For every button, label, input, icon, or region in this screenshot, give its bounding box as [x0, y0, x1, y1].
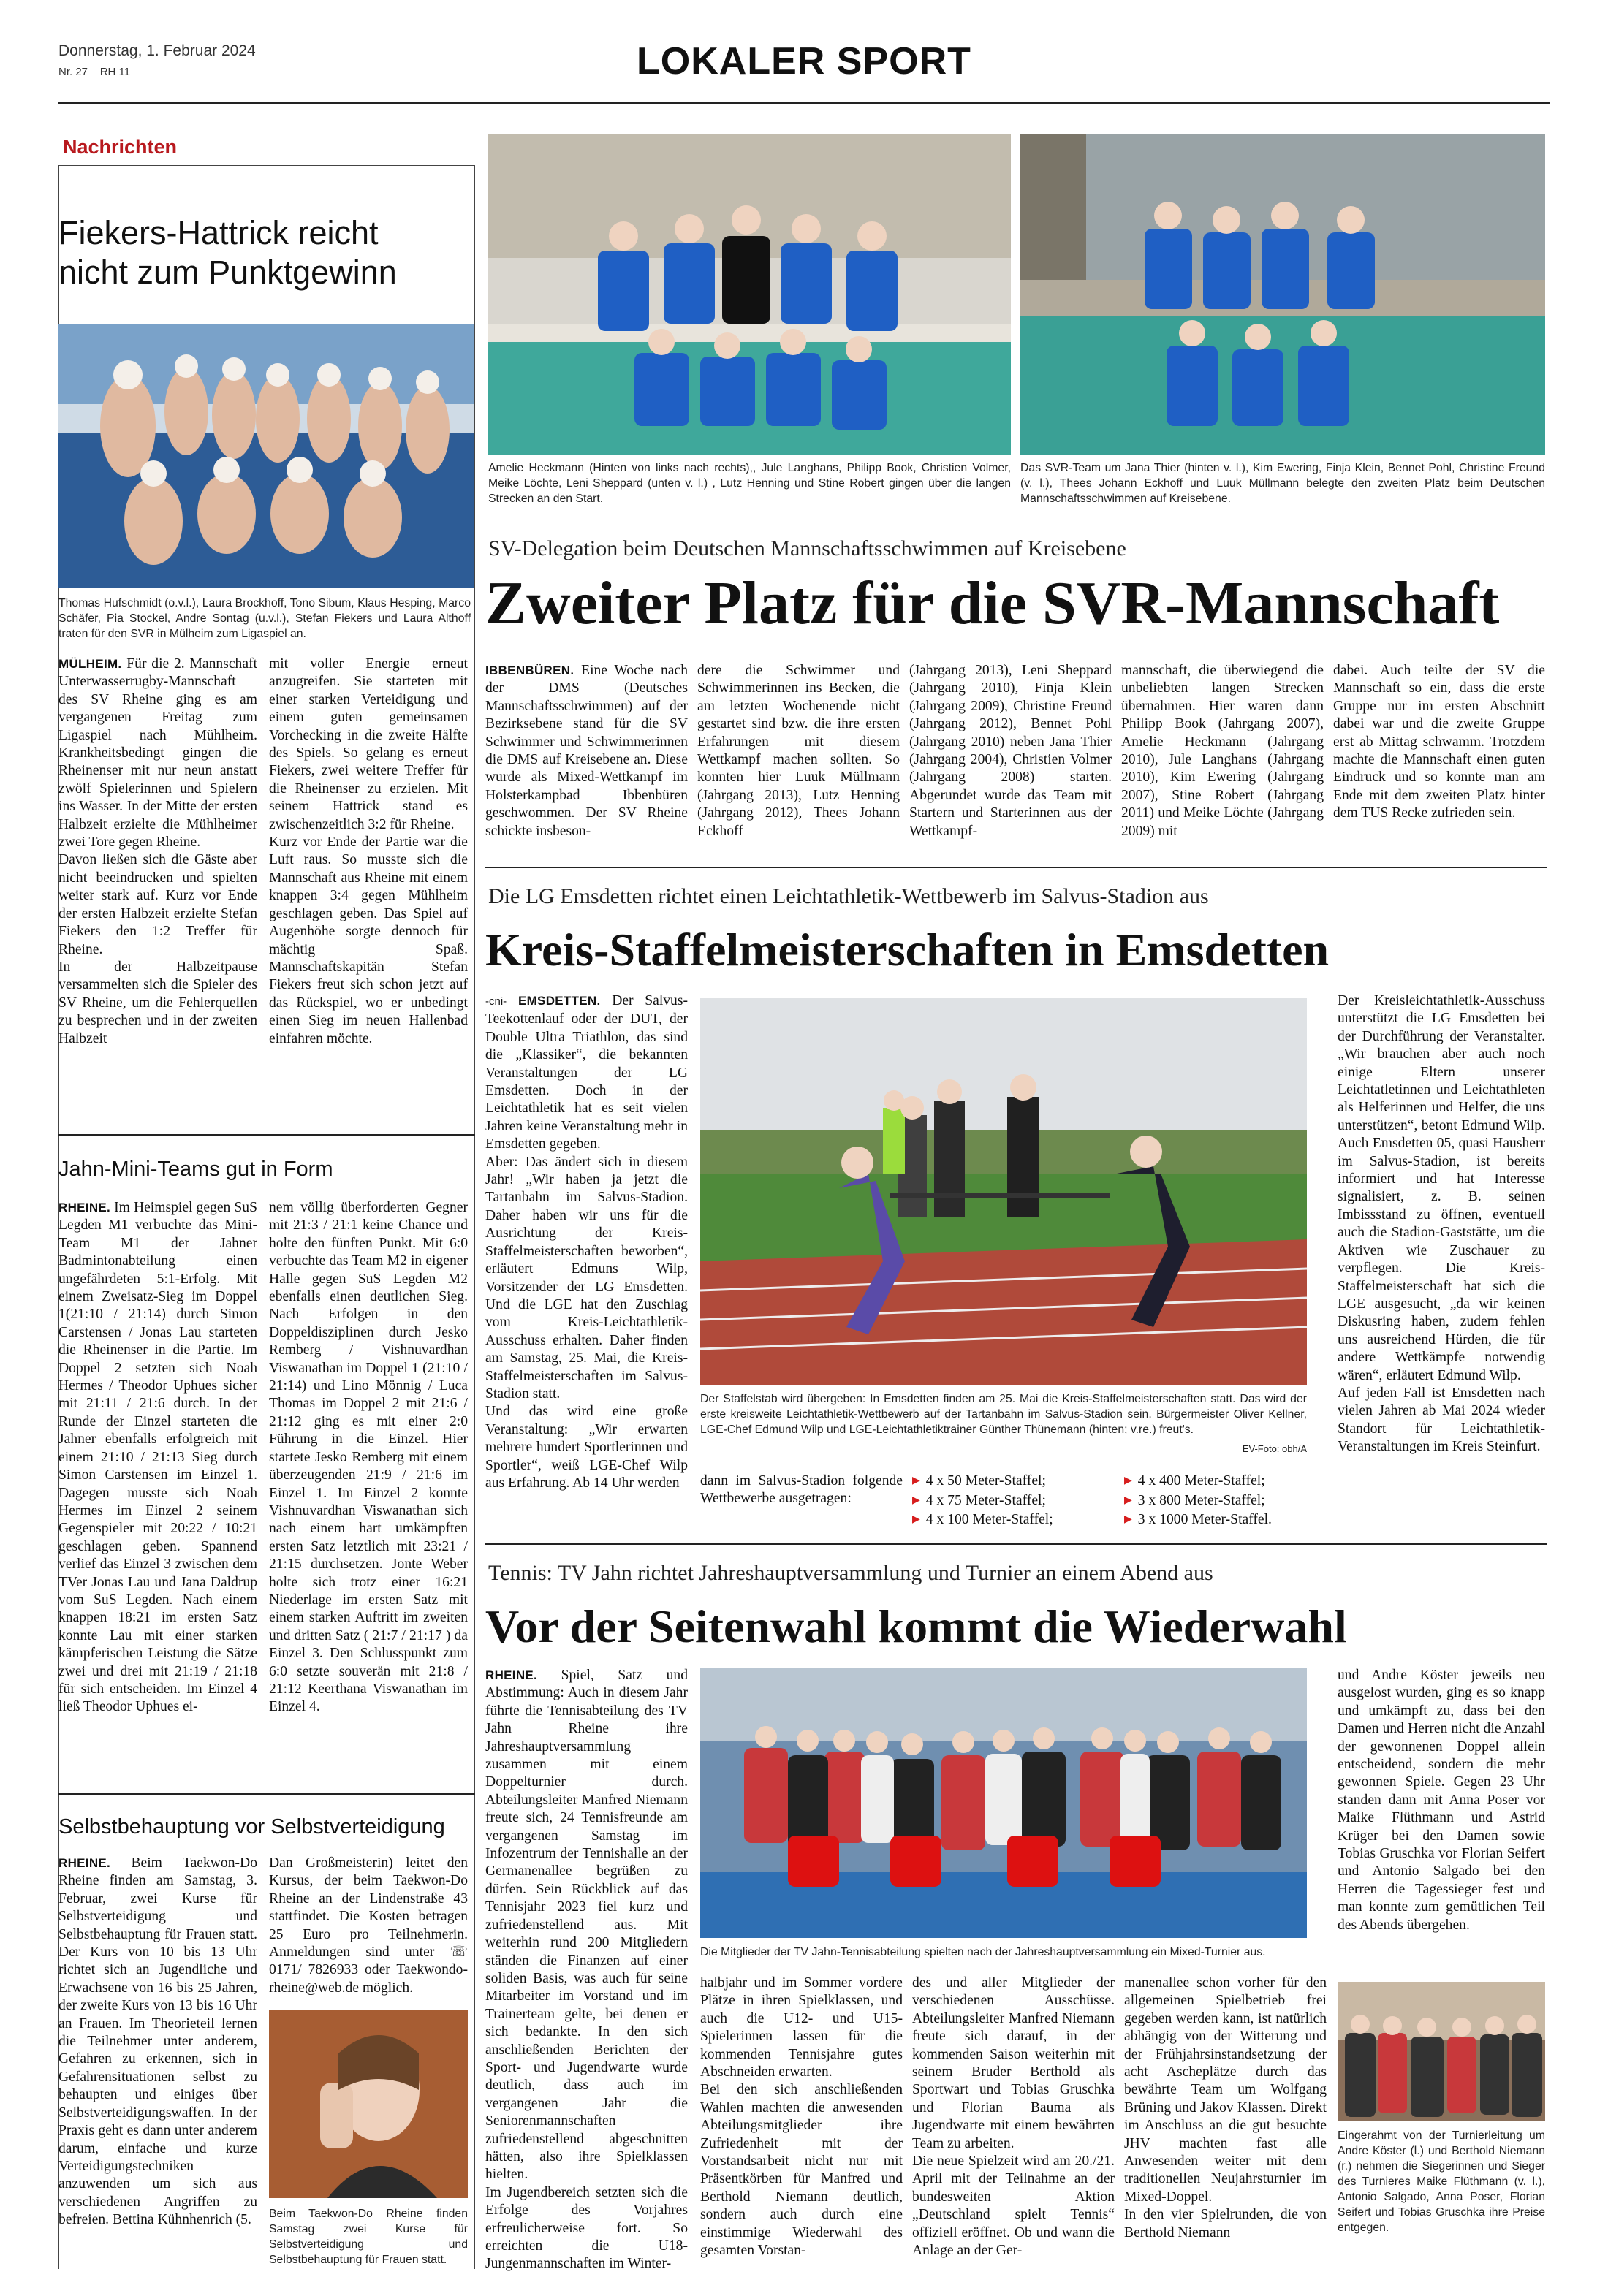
edition: RH 11: [99, 66, 131, 78]
svr-headline: Zweiter Platz für die SVR-Mannschaft: [485, 569, 1500, 637]
svr-text2: dere die Schwimmer und Schwimmerinnen ins Becken, die am letzten Wochenende nicht gestartet sind bzw. die ihre ersten Erfahrungen mit diesem Wettkampf machen sollten. So konnten hier Luuk Müllmann (Jahrgang 2013), Lutz Henning (Jahrgang 2012), Thees Johann Eckhoff: [697, 663, 900, 839]
tennis-headline: Vor der Seitenwahl kommt die Wiederwahl: [485, 1600, 1347, 1652]
svr-kicker: SV-Delegation beim Deutschen Mannschaftsschwimmen auf Kreisebene: [488, 536, 1126, 560]
a2-title: Jahn-Mini-Teams gut in Form: [58, 1157, 333, 1181]
lg-mid: dann im Salvus-Stadion folgende Wettbewerbe ausgetragen:: [700, 1473, 903, 1507]
lg-list2-item: ▶ 4 x 400 Meter-Staffel;: [1124, 1472, 1321, 1492]
rule-lg: [485, 1543, 1547, 1545]
a1-dateline: MÜLHEIM.: [58, 657, 122, 671]
lg-dateline: EMSDETTEN.: [507, 994, 601, 1008]
a1-caption: Thomas Hufschmidt (o.v.l.), Laura Brockhoff, Tono Sibum, Klaus Hesping, Marco Schäfer, Pia Stockel, Andre Sontag (u.v.l.), Stefan Fiekers und Laura Althoff traten für den SVR in Mülheim zum Ligaspiel an.: [58, 597, 471, 640]
tennis-col4: [1124, 1974, 1327, 2242]
lg-photo: [700, 998, 1307, 1385]
lg-pre: -cni-: [485, 995, 507, 1008]
a3-title: Selbstbehauptung vor Selbstverteidigung: [58, 1815, 445, 1839]
page-date: Donnerstag, 1. Februar 2024: [58, 42, 256, 59]
a1-title: Fiekers-Hattrick reicht nicht zum Punktgewinn: [58, 214, 397, 291]
a3-caption: Beim Taekwon-Do Rheine finden Samstag zwei Kurse für Selbstverteidigung und Selbstbehauptung für Frauen statt.: [269, 2208, 468, 2266]
tennis-text5: und Andre Köster jeweils neu ausgelost wurden, ging es so knapp und umkämpft zu, dass bei den Damen und Herren nicht die Anzahl der gewonnenen Doppel allein entscheidend, sondern die mehr gewonnen Spiele. Gegen 23 Uhr standen dann mit Anna Poser vor Maike Flüthmann und Astrid Krüger bei den Damen sowie Tobias Gruschka vor Florian Seifert und Antonio Salgado bei den Herren die Tagessieger fest und man konnte zum gemütlichen Teil des Abends übergehen.: [1338, 1668, 1545, 1933]
tennis-photo-2: [1338, 1982, 1545, 2121]
header-rule: [58, 102, 1550, 104]
a2-text2: nem völlig überforderten Gegner mit 21:3 / 21:1 keine Chance und holte den fünften Punkt. Mit 6:0 verbuchte das Team M2 in eigener Halle gegen SuS Legden M2 ebenfalls einen deutlichen Sieg. Nach Erfolgen in den Doppeldisziplinen durch Jesko Remberg / Vishnuvardhan Viswanathan im Doppel 1 (21:10 / 21:14) und Lino Mönnig / Luca Thomas im Doppel 2 mit 21:6 / 21:12 ging es mit einer 2:0 Führung in die Einzel. Hier startete Jesko Remberg mit einem überzeugenden 21:9 / 21:6 im Einzel 1. Im Einzel 2 konnte Vishnuvardhan Viswanathan sich nach einem hart umkämpften ersten Satz letztlich mit 23:21 / 21:15 durchsetzen. Jonte Weber holte sich trotz einer 16:21 Niederlage im ersten Satz mit einem starken Auftritt im zweiten und dritten Satz ( 21:7 / 21:17 ) da Einzel 3. Den Schlusspunkt zum 6:0 setzte souverän mit 21:8 / 21:12 Keerthana Viswanathan im Einzel 4.: [269, 1200, 468, 1715]
lg-list-2: [1124, 1472, 1321, 1531]
svr-caption-2: Das SVR-Team um Jana Thier (hinten v. l.), Kim Ewering, Finja Klein, Bennet Pohl, Christine Freund (v. l.), Thees Johann Eckhoff und Luuk Müllmann belegte den zweiten Platz beim Deutschen Mannschaftsschwimmen auf Kreisebene.: [1020, 462, 1545, 505]
tennis-text2b: Bei den sich anschließenden Wahlen machten die anwesenden Abteilungsmitglieder ihre Zufriedenheit mit der Vorstandsarbeit nicht nur mit Präsentkörben für Manfred und Berthold Niemann deutlich, sondern auch durch eine einstimmige Wiederwahl des gesamten Vorstan-: [700, 2082, 903, 2259]
tennis-caption-2: Eingerahmt von der Turnierleitung um Andre Köster (l.) und Berthold Niemann (r.) nehmen die Siegerinnen und Sieger des Turnieres Maike Flüthmann (v. l.), Antonio Salgado, Anna Poser, Florian Seifert und Tobias Gruschka ihre Preise entgegen.: [1338, 2129, 1545, 2234]
a1-col2: [269, 655, 468, 1048]
a1-text1b: Davon ließen sich die Gäste aber nicht beeindrucken und spielten weiter stark auf. Kurz vor Ende der ersten Halbzeit erzielte Stefan Fiekers den 1:2 Treffer für Rheine.: [58, 852, 257, 957]
a2-text1: Im Heimspiel gegen SuS Legden M1 verbuchte das Mini-Team M1 der Jahner Badmintonabteilung einen ungefährdeten 5:1-Erfolg. Mit einem Zweisatz-Sieg im Doppel 1(21:10 / 21:14) durch Simon Carstensen / Jonas Lau starteten die Rheinenser in die Partie. Im Doppel 2 setzten sich Noah Hermes / Theodor Uphues sicher mit 21:11 / 21:6 durch. In der Runde der Einzel starteten die Jahner ebenfalls erfolgreich mit einem 21:10 / 21:13 Sieg durch Simon Carstensen im Einzel 1. Dagegen musste sich Noah Hermes im Einzel 2 seinem Gegenspieler mit 20:22 / 10:21 geschlagen geben. Spannend verlief das Einzel 3 zwischen dem TVer Jonas Lau und Jana Daldrup vom SuS Legden. Nach einem knappen 18:21 im ersten Satz konnte Lau mit einer starken kämpferischen Leistung die Sätze zwei und drei mit 21:19 / 21:18 für sich entscheiden. Im Einzel 4 ließ Theodor Uphues ei-: [58, 1200, 257, 1715]
tennis-col3: [912, 1974, 1115, 2260]
lg-headline: Kreis-Staffelmeisterschaften in Emsdetten: [485, 924, 1330, 976]
tennis-caption: Die Mitglieder der TV Jahn-Tennisabteilung spielten nach der Jahreshauptversammlung ein Mixed-Turnier aus.: [700, 1946, 1266, 1958]
lg-text4b: Auf jeden Fall ist Emsdetten nach vielen Jahren ab Mai 2024 wieder Standort für Leichtathletik-Veranstaltungen im Kreis Steinfurt.: [1338, 1385, 1545, 1455]
lg-list1-item: ▶ 4 x 100 Meter-Staffel;: [912, 1511, 1110, 1531]
tennis-text1: Spiel, Satz und Abstimmung: Auch in diesem Jahr führte die Tennisabteilung des TV Jahn Rheine ihre Jahreshauptversammlung zusammen mit einem Doppelturnier durch. Abteilungsleiter Manfred Niemann freute sich, 24 Tennisfreunde am vergangenen Samstag im Infozentrum der Tennishalle an der Germanenallee begrüßen zu dürfen. Sein Rückblick auf das Tennisjahr 2023 fiel kurz und zufriedenstellend aus. Mit weiterhin rund 200 Mitgliedern ständen die Finanzen auf einer soliden Basis, was auch für seine Mitarbeiter im Vorstand und im Trainerteam gelte, bei denen er sich bedankte. In den sich anschließenden Berichten der Sport- und Jugendwarte wurde deutlich, dass auch im vergangenen Jahr die Seniorenmannschaften zufriedenstellend abgeschnitten hätten, also ihre Spielklassen hielten.: [485, 1668, 688, 2183]
a1-text2: mit voller Energie erneut anzugreifen. Sie starteten mit einer starken Verteidigung und einem guten gemeinsamen Vorchecking in die zweite Hälfte des Spiels. So gelang es erneut Fiekers, zwei weitere Treffer für die Rheinenser zu erzielen. Mit seinem Hattrick stand es zwischenzeitlich 3:2 für Rheine.: [269, 656, 468, 832]
lg-list2-item: ▶ 3 x 1000 Meter-Staffel.: [1124, 1511, 1321, 1531]
a3-text1: Beim Taekwon-Do Rheine finden am Samstag, 3. Februar, zwei Kurse für Selbstverteidigung und Selbstbehauptung für Frauen statt. Der Kurs von 10 bis 13 Uhr richtet sich an Jugendliche und Erwachsene von 16 bis 25 Jahren, der zweite Kurs von 13 bis 16 Uhr an Frauen. Im Theorieteil lernen die Teilnehmer unter anderem, Gefahren zu erkennen, sich in Gefahrensituationen selbst zu behaupten und einiges über Selbstverteidigungswaffen. In der Praxis geht es dann unter anderem darum, einfache und kurze Verteidigungstechniken anzuwenden um sich aus verschiedenen Angriffen zu befreien. Bettina Kühnhenrich (5.: [58, 1855, 257, 2228]
a2-col1: [58, 1199, 257, 1717]
tennis-col5: [1338, 1667, 1545, 1934]
svr-text1: Eine Woche nach der DMS (Deutsches Mannschaftsschwimmen) auf der Bezirksebene stand für die SV Schwimmer und Schwimmerinnen die DMS auf Kreisebene an. Diese wurde als Mixed-Wettkampf im Holsterkampbad Ibbenbüren geschwommen. Der SV Rheine schickte insbeson-: [485, 663, 688, 839]
tennis-col2: [700, 1974, 903, 2260]
tennis-col1: [485, 1667, 688, 2273]
lg-col1: [485, 992, 688, 1492]
lg-list1-item: ▶ 4 x 50 Meter-Staffel;: [912, 1472, 1110, 1492]
section-title: LOKALER SPORT: [637, 40, 971, 83]
lg-list-1: [912, 1472, 1110, 1531]
a2-col2: [269, 1199, 468, 1717]
a3-col1: [58, 1855, 257, 2230]
a1-photo: [58, 324, 474, 588]
issue: Nr. 27: [58, 66, 88, 78]
lg-text4: Der Kreisleichtathletik-Ausschuss unterstützt die LG Emsdetten bei der Durchführung der Veranstalter. „Wir brauchen aber auch noch einige Eltern unserer Leichtatletinnen und Leichtathleten als Helferinnen und Helfer, die uns unterstützen“, betont Edmund Wilp. Auch Emsdetten 05, quasi Hausherr im Salvus-Stadion, ist bereits informiert und hat Interesse signalisiert, z. B. seinen Imbissstand zu öffnen, eventuell auch die Stadion-Gaststätte, um die Aktiven wie Zuschauer zu verpflegen. Die Kreis-Staffelmeisterschaft hat sich die LGE ausgesucht, „da wir keinen Diskusring haben, zudem fehlen uns ausreichend Hürden, die für andere Wettkämpfe notwendig wären“, erläutert Edmund Wilp.: [1338, 993, 1545, 1383]
lg-list1-item: ▶ 4 x 75 Meter-Staffel;: [912, 1492, 1110, 1512]
tennis-text4b: In den vier Spielrunden, die von Berthold Niemann: [1124, 2207, 1327, 2240]
a3-photo: [269, 2010, 468, 2198]
svr-photo-2: [1020, 134, 1545, 455]
sidebar-rule-2: [58, 1793, 475, 1795]
svr-col4: [1121, 662, 1324, 840]
svr-photo-1: [488, 134, 1011, 455]
tennis-text3: des und aller Mitglieder der verschiedenen Ausschüsse. Abteilungsleiter Manfred Niemann freute sich darauf, in der kommenden Saison weiterhin mit seinem Bruder Berthold als Sportwart und Tobias Gruschka und Florian Bauma als Jugendwarte mit einem bewährten Team zu arbeiten.: [912, 1975, 1115, 2151]
a3-text2: Dan Großmeisterin) leitet den Kursus, der beim Taekwon-Do Rheine an der Lindenstraße 43 stattfindet. Die Kosten betragen 25 Euro pro Teilnehmerin. Anmeldungen sind unter ☏ 0171/ 7826933 oder Taekwondo-rheine@web.de möglich.: [269, 1855, 468, 1996]
tennis-kicker: Tennis: TV Jahn richtet Jahreshauptversammlung und Turnier an einem Abend aus: [488, 1561, 1213, 1585]
svr-text5: dabei. Auch teilte der SV die Mannschaft so ein, dass die erste Gruppe nur im ersten Abschnitt dabei war und die zweite Gruppe erst ab Mittag schwamm. Trotzdem machte die Mannschaft einen guten Eindruck und so konnte man am Ende mit dem zweiten Platz hinter dem TUS Recke zufrieden sein.: [1333, 663, 1545, 821]
tennis-text3b: Die neue Spielzeit wird am 20./21. April mit der Teilnahme an der bundesweiten Aktion „Deutschland spielt Tennis“ offiziell eröffnet. Ob und wann die Anlage an der Ger-: [912, 2154, 1115, 2259]
lg-caption: Der Staffelstab wird übergeben: In Emsdetten finden am 25. Mai die Kreis-Staffelmeisterschaften statt. Das wird der erste kreisweite Leichtathletik-Wettbewerb auf der Tartanbahn im Salvus-Stadion sein. Bürgermeister Oliver Kellner, LGE-Chef Edmund Wilp und LGE-Leichtathletiktrainer Günther Thünemann (hinten; v.re.) freut's.: [700, 1393, 1307, 1436]
svr-col5: [1333, 662, 1545, 823]
a1-text2b: Kurz vor Ende der Partie war die Luft raus. So musste sich die Mannschaft aus Rheine mit einem knappen 3:4 gegen Mühlheim geschlagen geben. Das Spiel auf Augenhöhe sorgte dennoch für mächtig Spaß. Mannschaftskapitän Stefan Fiekers freut sich schon jetzt auf das Rückspiel, wo er unbedingt einen Sieg im neuen Hallenbad einfahren möchte.: [269, 835, 468, 1046]
tennis-text1b: Im Jugendbereich setzten sich die Erfolge des Vorjahres erfreulicherweise fort. So erreichten die U18-Jungenmannschaften im Winter-: [485, 2184, 688, 2272]
svr-text3: (Jahrgang 2013), Leni Sheppard (Jahrgang 2010), Finja Klein (Jahrgang 2009), Christine Freund (Jahrgang 2012), Bennet Pohl (Jahrgang 2010) neben Jana Thier (Jahrgang 2004), Christien Volmer (Jahrgang 2008) starten. Abgerundet wurde das Team mit Startern und Starterinnen aus der Wettkampf-: [909, 663, 1112, 839]
svr-col2: [697, 662, 900, 840]
a1-col1: [58, 655, 257, 1048]
lg-col4: [1338, 992, 1545, 1456]
a1-text1: Für die 2. Mannschaft Unterwasserrugby-Mannschaft des SV Rheine ging es am vergangenen Freitag zum Ligaspiel nach Mühlheim. Krankheitsbedingt gingen die Rheinenser mit nur neun anstatt zwölf Spielerinnen und Spielern ins Wasser. In der Mitte der ersten Halbzeit erzielte die Mühlheimer zwei Tore gegen Rheine.: [58, 656, 257, 851]
svr-col3: [909, 662, 1112, 840]
tennis-text4: manenallee schon vorher für den allgemeinen Spielbetrieb frei gegeben werden kann, ist natürlich abhängig von der Witterung und der Frühjahrsinstandsetzung der acht Ascheplätze durch das bewährte Team um Wolfgang Brüning und Jakov Klassen. Direkt im Anschluss an die gut besuchte JHV machten fast alle Anwesenden weiter mit dem traditionellen Neujahrsturnier im Mixed-Doppel.: [1124, 1975, 1327, 2205]
sidebar-rule-1: [58, 1134, 475, 1136]
tennis-dateline: RHEINE.: [485, 1668, 538, 1682]
sidebar-label: Nachrichten: [63, 136, 178, 158]
tennis-text2: halbjahr und im Sommer vordere Plätze in ihren Spielklassen, und auch die U12- und U15-Spielerinnen lassen für die kommenden Tennisjahre gutes Abschneiden erwarten.: [700, 1975, 903, 2080]
lg-text1c: Und das wird eine große Veranstaltung: „Wir erwarten mehrere hundert Sportlerinnen und Sportler“, weiß LGE-Chef Wilp aus Erfahrung. Ab 14 Uhr werden: [485, 1404, 688, 1491]
svr-text4: mannschaft, die überwiegend die unbeliebten langen Strecken übernahmen. Hier waren dann Philipp Book (Jahrgang 2007), Amelie Heckmann (Jahrgang 2010), Jule Langhans (Jahrgang 2010), Kim Ewering (Jahrgang 2007), Stine Robert (Jahrgang 2011) und Meike Löchte (Jahrgang 2009) mit: [1121, 663, 1324, 839]
lg-kicker: Die LG Emsdetten richtet einen Leichtathletik-Wettbewerb im Salvus-Stadion aus: [488, 884, 1209, 908]
svr-col1: [485, 662, 688, 840]
svr-caption-1: Amelie Heckmann (Hinten von links nach rechts),, Jule Langhans, Philipp Book, Christien Volmer, Meike Löchte, Leni Sheppard (unten v. l.) , Lutz Henning und Stine Robert gingen über die langen Strecken an den Start.: [488, 462, 1011, 505]
svr-dateline: IBBENBÜREN.: [485, 664, 574, 677]
rule-svr: [485, 867, 1547, 868]
a2-dateline: RHEINE.: [58, 1201, 111, 1214]
a1-text1c: In der Halbzeitpause versammelten sich die Spieler des SV Rheine, um die Fehlerquellen zu besprechen und in der zweiten Halbzeit: [58, 959, 257, 1046]
lg-text1: Der Salvus-Teekottenlauf oder der DUT, der Double Ultra Triathlon, das sind die „Klassiker“, die bekannten Veranstaltungen der LG Emsdetten. Doch in der Leichtathletik hat es seit vielen Jahren keine Veranstaltung mehr in Emsdetten gegeben.: [485, 993, 689, 1152]
lg-text1b: Aber: Das ändert sich in diesem Jahr! „Wir haben ja jetzt die Tartanbahn im Salvus-Stadion. Daher haben wir uns für die Ausrichtung der Kreis-Staffelmeisterschaften beworben“, erläutert Edmuns Wilp, Vorsitzender der LG Emsdetten. Und die LGE hat den Zuschlag vom Kreis-Leichtathletik-Ausschuss erhalten. Daher finden am Samstag, 25. Mai, die Kreis-Staffelmeisterschaften im Salvus-Stadion statt.: [485, 1154, 688, 1402]
a3-col2: [269, 1855, 468, 1997]
a3-dateline: RHEINE.: [58, 1856, 111, 1870]
lg-credit: EV-Foto: obh/A: [1242, 1443, 1307, 1454]
lg-list2-item: ▶ 3 x 800 Meter-Staffel;: [1124, 1492, 1321, 1512]
tennis-photo: [700, 1668, 1307, 1938]
